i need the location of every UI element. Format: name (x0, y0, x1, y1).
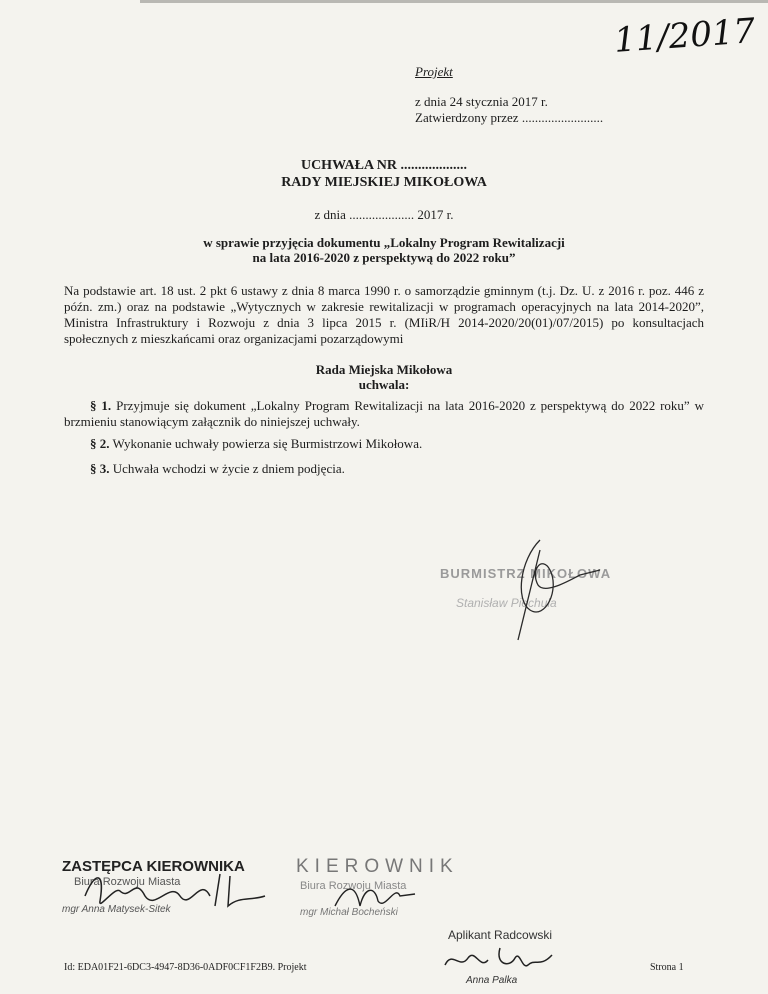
mayor-stamp-name: Stanisław Piechula (456, 596, 557, 610)
subject-line-1: w sprawie przyjęcia dokumentu „Lokalny Program Rewitalizacji (203, 235, 565, 250)
council-resolves: uchwala: (358, 377, 410, 392)
head-stamp-name: mgr Michał Bocheński (300, 907, 398, 918)
head-stamp-unit: Biura Rozwoju Miasta (300, 880, 407, 892)
subject-line-2: na lata 2016-2020 z perspektywą do 2022 roku” (252, 250, 516, 265)
deputy-head-stamp: ZASTĘPCA KIEROWNIKA (62, 858, 245, 875)
paragraph-3 (90, 461, 345, 477)
page-number: Strona 1 (650, 962, 684, 973)
head-signature (330, 876, 420, 916)
council-name: Rada Miejska Mikołowa (315, 362, 453, 377)
title-line-2: RADY MIEJSKIEJ MIKOŁOWA (281, 175, 487, 190)
head-stamp: KIEROWNIK (296, 856, 459, 877)
document-id: Id: EDA01F21-6DC3-4947-8D36-0ADF0CF1F2B9. Projekt (64, 962, 307, 973)
title-line-1: UCHWAŁA NR ................... (300, 158, 468, 173)
mayor-stamp: BURMISTRZ MIKOŁOWA (440, 566, 612, 581)
paragraph-1 (64, 398, 704, 430)
paragraph-1-text: Przyjmuje się dokument „Lokalny Program Rewitalizacji na lata 2016-2020 z perspektywą do 2022 roku” w brzmieniu stanowiącym załącznik do niniejszej uchwały. (64, 398, 705, 429)
title-date: z dnia .................... 2017 r. (314, 207, 454, 222)
preamble-paragraph: Na podstawie art. 18 ust. 2 pkt 6 ustawy z dnia 8 marca 1990 r. o samorządzie gminnym (t.j. Dz. U. z 2016 r. poz. 446 z późn. zm.) oraz na podstawie „Wytycznych w zakresie rewitalizacji w programach operacyjnych na lata 2014-2020”, Ministra Infrastruktury i Rozwoju z dnia 3 lipca 2015 r. (MIiR/H 2014-2020/20(01)/07/2015) po konsultacjach społecznych z mieszkańcami oraz organizacjami pozarządowymi (64, 283, 704, 346)
paragraph-2 (90, 436, 422, 452)
projekt-label: Projekt (415, 64, 453, 79)
paragraph-3-text: Uchwała wchodzi w życie z dniem podjęcia. (112, 461, 345, 476)
deputy-head-stamp-unit: Biura Rozwoju Miasta (74, 876, 181, 888)
paragraph-3-number: § 3. (90, 461, 110, 476)
header-date: z dnia 24 stycznia 2017 r. (415, 94, 548, 109)
header-approved: Zatwierdzony przez ......................... (415, 110, 604, 125)
deputy-head-stamp-name: mgr Anna Matysek-Sitek (62, 904, 171, 915)
handwritten-number: 11/2017 (612, 11, 757, 61)
paragraph-2-number: § 2. (90, 436, 110, 451)
mayor-signature (500, 530, 610, 650)
legal-trainee-signature (440, 940, 560, 978)
scan-edge-line (140, 0, 768, 3)
paragraph-1-number: § 1. (90, 398, 112, 413)
legal-trainee-stamp: Aplikant Radcowski (448, 928, 553, 942)
paragraph-2-text: Wykonanie uchwały powierza się Burmistrzowi Mikołowa. (112, 436, 423, 451)
deputy-head-signature (80, 866, 270, 916)
legal-trainee-name: Anna Palka (466, 975, 518, 986)
